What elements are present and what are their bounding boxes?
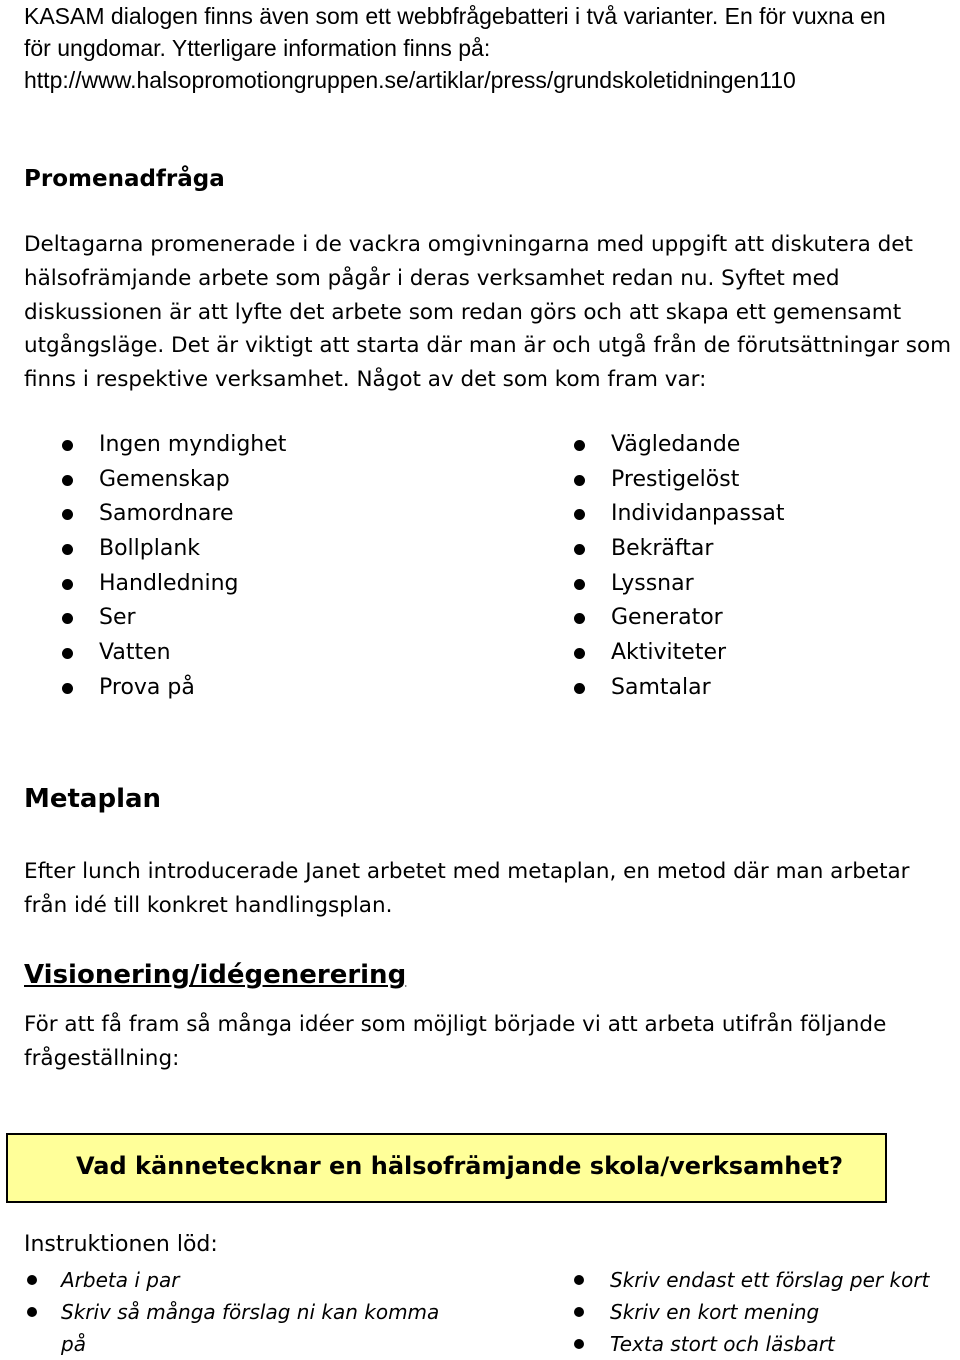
list-item: Lyssnar — [574, 567, 785, 602]
intro-link[interactable]: http://www.halsopromotiongruppen.se/artiklar/press/grundskoletidningen110 — [24, 67, 796, 93]
paragraph-line: Deltagarna promenerade i de vackra omgivningarna med uppgift att diskutera det — [24, 232, 913, 257]
visionering-paragraph — [24, 1008, 959, 1076]
list-item: Bekräftar — [574, 532, 785, 567]
bullet-icon — [574, 648, 585, 659]
list-item: Ser — [62, 601, 286, 636]
intro-line: KASAM dialogen finns även som ett webbfrågebatteri i två varianter. En för vuxna en — [24, 3, 886, 29]
list-item: Vägledande — [574, 428, 785, 463]
paragraph-line: För att få fram så många idéer som möjligt började vi att arbeta utifrån följande — [24, 1012, 887, 1037]
intro-paragraph — [24, 0, 954, 96]
bullet-icon — [574, 1339, 584, 1349]
list-item: Skriv endast ett förslag per kort — [572, 1264, 929, 1296]
paragraph-line: Efter lunch introducerade Janet arbetet med metaplan, en metod där man arbetar — [24, 859, 910, 884]
bullet-icon — [574, 1275, 584, 1285]
instructions-list-right — [572, 1264, 929, 1360]
list-item-continuation: på — [61, 1332, 86, 1356]
bullet-icon — [62, 544, 73, 555]
bullet-icon — [574, 544, 585, 555]
intro-line: för ungdomar. Ytterligare information finns på: — [24, 35, 491, 61]
list-item: Vatten — [62, 636, 286, 671]
bullet-icon — [574, 1307, 584, 1317]
list-item: Aktiviteter — [574, 636, 785, 671]
bullet-icon — [27, 1307, 37, 1317]
paragraph-line: finns i respektive verksamhet. Något av det som kom fram var: — [24, 367, 707, 393]
list-item: Samordnare — [62, 497, 286, 532]
list-item: Bollplank — [62, 532, 286, 567]
paragraph-line: frågeställning: — [24, 1045, 180, 1071]
list-item: Handledning — [62, 567, 286, 602]
paragraph-line: diskussionen är att lyfte det arbete som redan görs och att skapa ett gemensamt — [24, 299, 902, 325]
metaplan-paragraph — [24, 855, 959, 923]
bullet-icon — [574, 579, 585, 590]
instructions-heading: Instruktionen löd: — [24, 1232, 218, 1257]
bullet-icon — [62, 648, 73, 659]
bullet-icon — [62, 509, 73, 520]
question-box — [6, 1133, 887, 1203]
list-item: Skriv en kort mening — [572, 1296, 929, 1328]
bullet-icon — [574, 683, 585, 694]
promenad-list-right — [574, 428, 785, 706]
list-item: Prestigelöst — [574, 463, 785, 498]
bullet-icon — [27, 1275, 37, 1285]
instructions-list-left — [24, 1264, 494, 1360]
metaplan-heading: Metaplan — [24, 784, 162, 814]
list-item: Prova på — [62, 671, 286, 706]
list-item: Arbeta i par — [24, 1264, 494, 1296]
list-item: Samtalar — [574, 671, 785, 706]
bullet-icon — [574, 475, 585, 486]
bullet-icon — [62, 579, 73, 590]
promenad-list-left — [62, 428, 286, 706]
paragraph-line: hälsofrämjande arbete som pågår i deras verksamhet redan nu. Syftet med — [24, 265, 840, 291]
visionering-heading: Visionering/idégenerering — [24, 960, 407, 990]
promenad-paragraph — [24, 228, 959, 397]
bullet-icon — [574, 440, 585, 451]
paragraph-line: utgångsläge. Det är viktigt att starta där man är och utgå från de förutsättningar som — [24, 333, 952, 359]
list-item: Gemenskap — [62, 463, 286, 498]
paragraph-line: från idé till konkret handlingsplan. — [24, 892, 393, 918]
bullet-icon — [574, 613, 585, 624]
list-item: Generator — [574, 601, 785, 636]
bullet-icon — [62, 475, 73, 486]
bullet-icon — [62, 440, 73, 451]
list-item: Individanpassat — [574, 497, 785, 532]
bullet-icon — [62, 683, 73, 694]
question-text: Vad kännetecknar en hälsofrämjande skola/verksamhet? — [76, 1152, 844, 1180]
list-item: Skriv så många förslag ni kan komma — [24, 1296, 494, 1328]
bullet-icon — [62, 613, 73, 624]
bullet-icon — [574, 509, 585, 520]
promenad-heading: Promenadfråga — [24, 166, 225, 192]
list-item: Texta stort och läsbart — [572, 1328, 929, 1360]
list-item: Ingen myndighet — [62, 428, 286, 463]
